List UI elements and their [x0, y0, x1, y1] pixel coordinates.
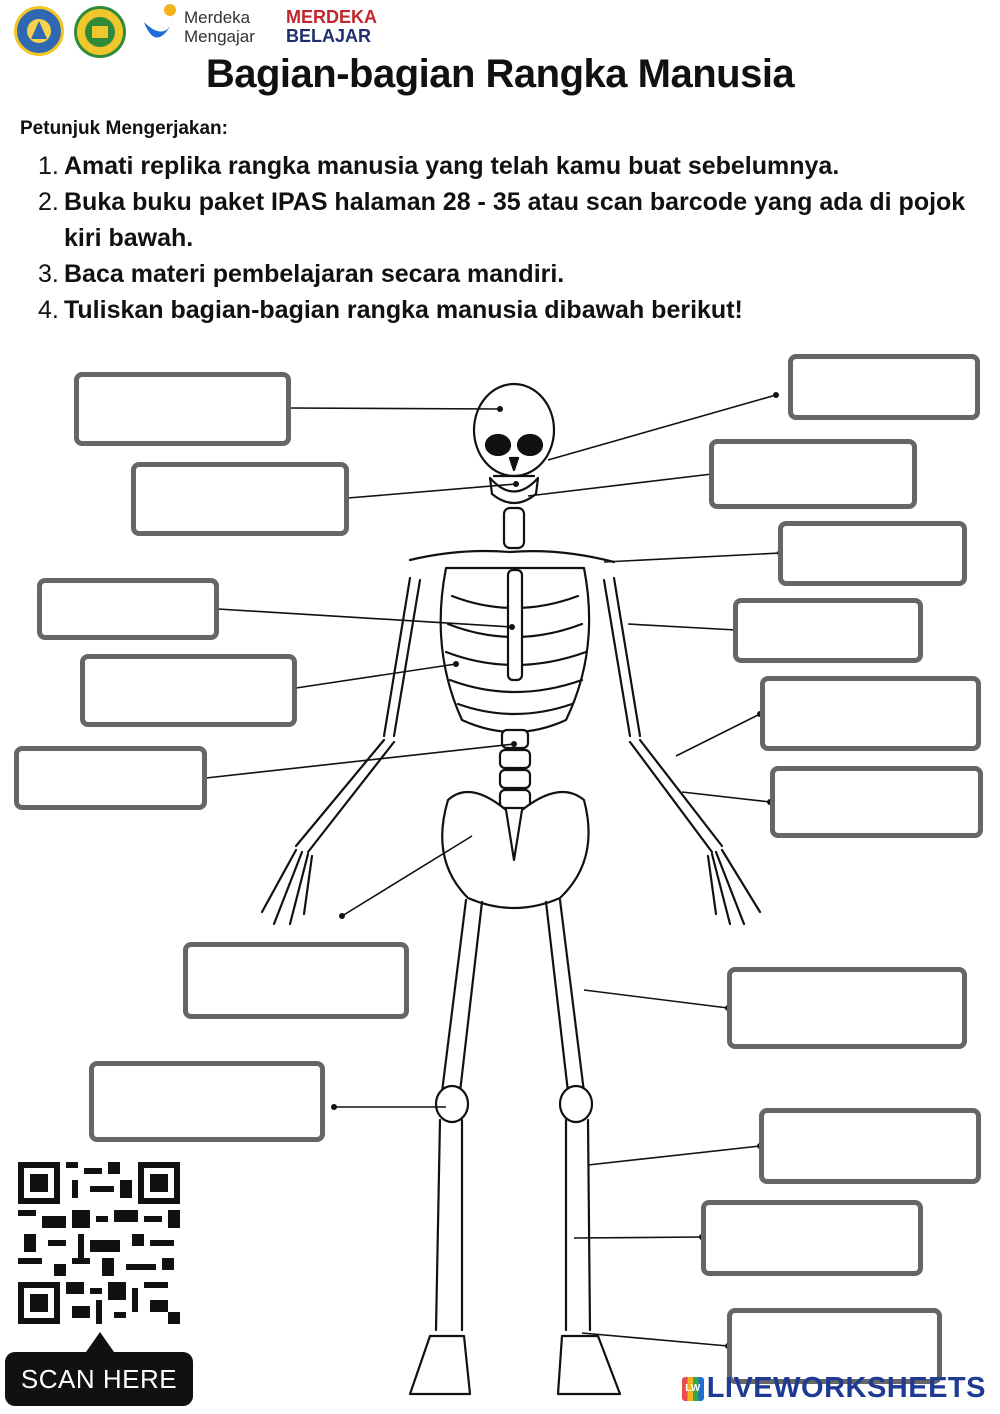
- merdeka-mengajar-line2: Mengajar: [184, 27, 255, 46]
- instruction-item: 4. Tuliskan bagian-bagian rangka manusia dibawah berikut!: [38, 296, 743, 324]
- page-title: Bagian-bagian Rangka Manusia: [205, 52, 795, 96]
- answer-box-lower-jaw[interactable]: [709, 439, 917, 509]
- answer-box-cheekbone[interactable]: [788, 354, 980, 420]
- answer-box-femur[interactable]: [727, 967, 967, 1049]
- merdeka-belajar-line1: MERDEKA: [286, 7, 378, 27]
- qr-code-icon[interactable]: [18, 1162, 180, 1324]
- instructions-heading: Petunjuk Mengerjakan:: [20, 118, 228, 139]
- liveworksheets-label: LIVEWORKSHEETS: [706, 1372, 986, 1404]
- answer-box-spine[interactable]: [14, 746, 207, 810]
- answer-box-tibia[interactable]: [759, 1108, 981, 1184]
- instruction-item: 2. Buka buku paket IPAS halaman 28 - 35 atau scan barcode yang ada di pojok kiri bawah.: [38, 188, 966, 252]
- answer-box-kneecap[interactable]: [89, 1061, 325, 1142]
- answer-box-fibula[interactable]: [701, 1200, 923, 1276]
- answer-box-ribs[interactable]: [80, 654, 297, 727]
- merdeka-mengajar-line1: Merdeka: [184, 8, 251, 27]
- answer-box-ulna[interactable]: [770, 766, 983, 838]
- answer-box-radius[interactable]: [760, 676, 981, 751]
- instruction-item: 3. Baca materi pembelajaran secara mandiri.: [38, 260, 565, 288]
- scan-arrow-icon: [86, 1332, 114, 1352]
- answer-box-jaw[interactable]: [131, 462, 349, 536]
- answer-box-sternum[interactable]: [37, 578, 219, 640]
- answer-box-pelvis[interactable]: [183, 942, 409, 1019]
- answer-box-humerus[interactable]: [733, 598, 923, 663]
- instruction-item: 1. Amati replika rangka manusia yang telah kamu buat sebelumnya.: [38, 152, 840, 180]
- answer-box-skull[interactable]: [74, 372, 291, 446]
- liveworksheets-brand: [682, 1372, 986, 1405]
- answer-box-clavicle[interactable]: [778, 521, 967, 586]
- scan-here-button[interactable]: SCAN HERE: [5, 1352, 193, 1406]
- liveworksheets-logo-icon: LW: [682, 1377, 704, 1401]
- merdeka-belajar-line2: BELAJAR: [286, 26, 372, 46]
